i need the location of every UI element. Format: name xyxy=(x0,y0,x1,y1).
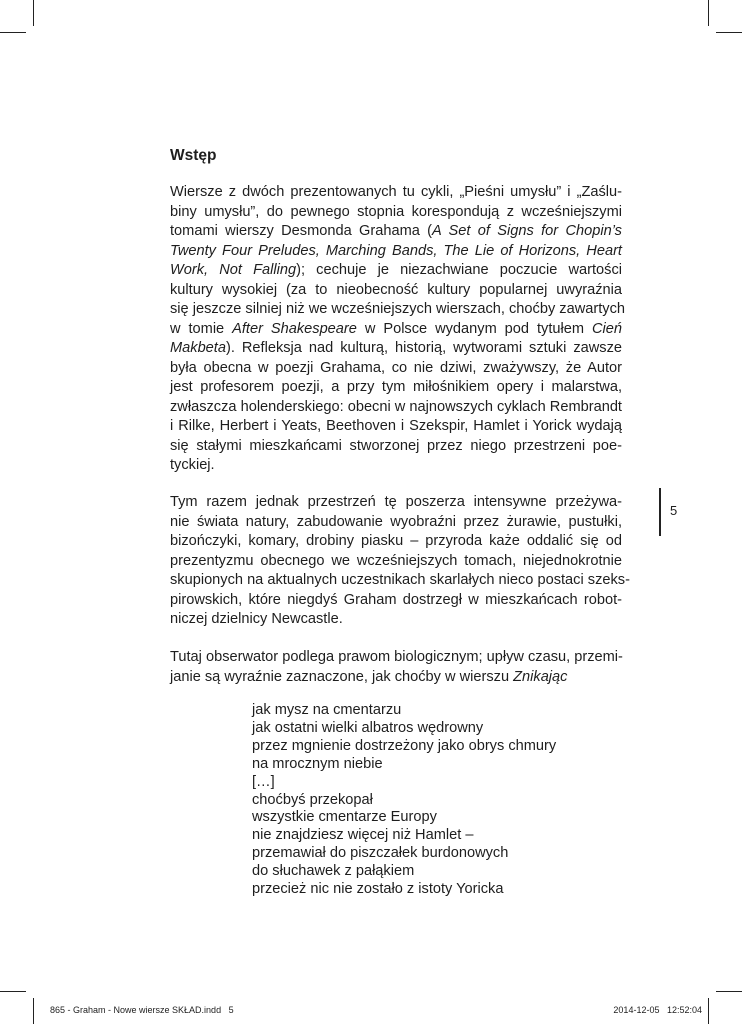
text-run: się jeszcze silniej niż we wcześniejszych wierszach, choćby zawartych xyxy=(170,301,626,317)
poem-line: wszystkie cmentarze Europy xyxy=(252,809,437,826)
text-run: niczej dzielnicy Newcastle. xyxy=(170,611,343,627)
text-run: zwłaszcza holenderskiego: obecni w najnowszych cyklach Rembrandt xyxy=(170,398,622,415)
text-run: skupionych na aktualnych uczestnikach skarlałych nieco postaci szeks- xyxy=(170,572,630,588)
page-number-rule xyxy=(659,488,661,536)
paragraph-line xyxy=(170,281,622,301)
poem-line: […] xyxy=(252,773,275,790)
poem-line: jak mysz na cmentarzu xyxy=(252,702,402,718)
crop-mark-top-right-h xyxy=(716,32,742,33)
paragraph-line xyxy=(170,648,622,668)
paragraph-line xyxy=(170,359,622,379)
paragraph-line xyxy=(170,456,622,476)
crop-mark-bottom-left xyxy=(33,998,34,1024)
poem-line: przecież nic nie zostało z istoty Yoricka xyxy=(252,881,504,898)
paragraph-line xyxy=(170,222,622,242)
poem-line: przemawiał do piszczałek burdonowych xyxy=(252,845,509,862)
slug-file: 865 - Graham - Nowe wiersze SKŁAD.indd 5 xyxy=(50,1005,234,1015)
poem-line: choćbyś przekopał xyxy=(252,791,373,808)
poem-line: przez mgnienie dostrzeżony jako obrys chmury xyxy=(252,737,557,754)
paragraph-line xyxy=(170,552,622,572)
italic-title: A Set of Signs for Chopin’s xyxy=(432,223,622,239)
paragraph-line xyxy=(170,300,626,320)
paragraph-line xyxy=(170,513,622,533)
italic-title: After Shakespeare xyxy=(232,320,357,337)
paragraph-line xyxy=(170,668,622,688)
text-run: się stałymi mieszkańcami stworzonej przez niego przestrzeni poe- xyxy=(170,437,622,454)
poem-line: do słuchawek z pałąkiem xyxy=(252,863,415,880)
italic-title: Cień xyxy=(591,320,622,337)
italic-title: Znikając xyxy=(513,668,568,685)
text-run: prezentyzmu obecnego we wcześniejszych tomach, niejednokrotnie xyxy=(170,552,622,569)
paragraph-line xyxy=(170,398,622,418)
crop-mark-top-right xyxy=(708,0,709,26)
text-run: w tomie xyxy=(170,320,233,337)
text-run: kultury wysokiej (za to nieobecność kultury popularnej uwyraźnia xyxy=(170,281,622,298)
paragraph-line xyxy=(170,591,622,611)
poem-quote xyxy=(252,702,556,899)
italic-title: Twenty Four Preludes, Marching Bands, The Lie of Horizons, Heart xyxy=(170,242,622,259)
text-run: Tym razem jednak przestrzeń tę poszerza intensywne przeżywa- xyxy=(170,494,622,510)
page-title: Wstęp xyxy=(170,147,217,164)
crop-mark-bottom-right xyxy=(708,998,709,1024)
text-run: ). Refleksja nad kulturą, historią, wytworami sztuki zawsze xyxy=(225,340,622,356)
poem-line: nie znajdziesz więcej niż Hamlet – xyxy=(252,827,474,844)
italic-title: Makbeta xyxy=(170,340,226,356)
italic-title: Work, Not Falling xyxy=(170,262,297,278)
paragraph-line xyxy=(170,242,622,262)
text-run: janie są wyraźnie zaznaczone, jak choćby w wierszu xyxy=(170,668,514,685)
text-run: w Polsce wydanym pod tytułem xyxy=(356,320,592,337)
text-run: tomami wierszy Desmonda Grahama ( xyxy=(170,223,433,239)
text-run: ); cechuje je niezachwiane poczucie wartości xyxy=(296,262,622,278)
paragraph-line xyxy=(170,610,622,630)
text-run: bizończyki, komary, drobiny piasku – przyroda każe oddalić się od xyxy=(170,533,622,549)
page-number: 5 xyxy=(670,503,678,518)
crop-mark-bottom-right-h xyxy=(716,991,742,992)
text-run: Wiersze z dwóch prezentowanych tu cykli, „Pieśni umysłu” i „Zaślu- xyxy=(170,184,622,200)
text-run: nie świata natury, zabudowanie wyobraźni przez żurawie, pustułki, xyxy=(170,513,622,530)
crop-mark-top-left xyxy=(33,0,34,26)
text-run: jest profesorem poezji, a przy tym miłośnikiem opery i malarstwa, xyxy=(170,379,622,395)
paragraph-line xyxy=(170,571,630,591)
page-body xyxy=(170,146,622,166)
paragraph-line xyxy=(170,378,622,398)
paragraph-2 xyxy=(170,493,630,630)
paragraph-line xyxy=(170,261,622,281)
paragraph-line xyxy=(170,203,622,223)
paragraph-line xyxy=(170,493,622,513)
paragraph-line xyxy=(170,417,622,437)
paragraph-1 xyxy=(170,183,626,476)
crop-mark-top-left-h xyxy=(0,32,26,33)
crop-mark-bottom-left-h xyxy=(0,991,26,992)
paragraph-line xyxy=(170,339,622,359)
text-run: Tutaj obserwator podlega prawom biologicznym; upływ czasu, przemi- xyxy=(170,649,623,665)
text-run: tyckiej. xyxy=(170,457,215,473)
text-run: była obecna w poezji Grahama, co nie dziwi, zważywszy, że Autor xyxy=(170,359,622,376)
paragraph-3 xyxy=(170,648,622,687)
paragraph-line xyxy=(170,437,622,457)
paragraph-line xyxy=(170,320,622,340)
poem-line: na mrocznym niebie xyxy=(252,755,383,772)
paragraph-line xyxy=(170,532,622,552)
text-run: pirowskich, które niegdyś Graham dostrzegł w mieszkańcach robot- xyxy=(170,591,622,608)
paragraph-line xyxy=(170,183,622,203)
slug-date-time: 2014-12-05 12:52:04 xyxy=(613,1005,702,1015)
text-run: i Rilke, Herbert i Yeats, Beethoven i Szekspir, Hamlet i Yorick wydają xyxy=(170,418,622,434)
poem-line: jak ostatni wielki albatros wędrowny xyxy=(252,719,484,736)
text-run: biny umysłu”, do pewnego stopnia korespondują z wcześniejszymi xyxy=(170,203,622,220)
